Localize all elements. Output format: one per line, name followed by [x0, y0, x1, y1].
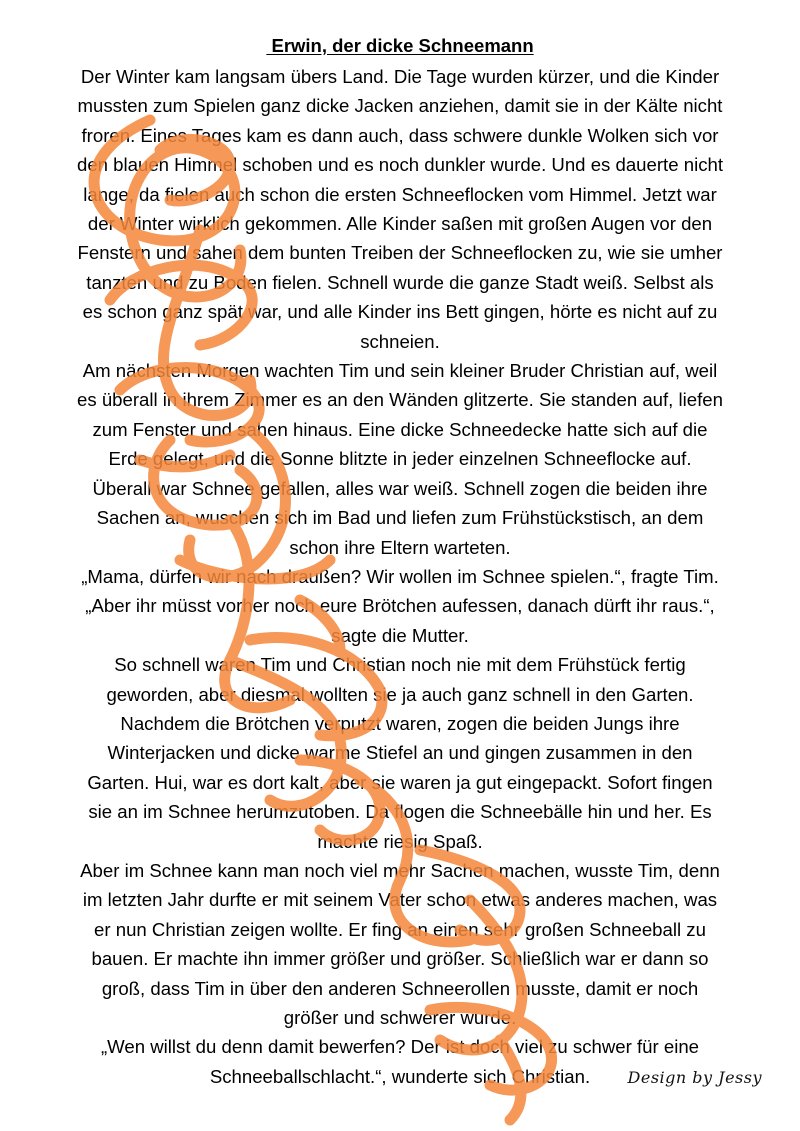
- text-line: tanzten und zu Boden fielen. Schnell wurde die ganze Stadt weiß. Selbst als: [86, 271, 714, 293]
- text-line: zum Fenster und sahen hinaus. Eine dicke Schneedecke hatte sich auf die: [92, 418, 708, 440]
- signature: Design by Jessy: [627, 1068, 762, 1087]
- text-line: Winterjacken und dicke warme Stiefel an und gingen zusammen in den: [107, 742, 693, 764]
- text-line: So schnell waren Tim und Christian noch nie mit dem Frühstück fertig: [114, 654, 686, 676]
- text-line: schneien.: [360, 330, 440, 352]
- text-line: sagte die Mutter.: [331, 624, 469, 646]
- text-line: Der Winter kam langsam übers Land. Die Tage wurden kürzer, und die Kinder: [80, 66, 720, 87]
- text-line: Aber im Schnee kann man noch viel mehr Sachen machen, wusste Tim, denn: [80, 859, 720, 881]
- text-line: größer und schwerer wurde.: [283, 1007, 517, 1028]
- text-line: groß, dass Tim in über den anderen Schneerollen musste, damit er noch: [101, 977, 699, 999]
- text-line: geworden, aber diesmal wollten sie ja auch ganz schnell in den Garten.: [106, 683, 694, 705]
- text-line: schon ihre Eltern warteten.: [289, 536, 511, 558]
- text-line: Erde gelegt, und die Sonne blitzte in jeder einzelnen Schneeflocke auf.: [108, 448, 692, 470]
- text-line: „Mama, dürfen wir nach draußen? Wir wollen im Schnee spielen.“, fragte Tim.: [81, 565, 719, 587]
- story-title: Erwin, der dicke Schneemann: [266, 35, 534, 56]
- text-line: lange, da fielen auch schon die ersten Schneeflocken vom Himmel. Jetzt war: [83, 183, 717, 205]
- text-line: froren. Eines Tages kam es dann auch, dass schwere dunkle Wolken sich vor: [81, 124, 719, 146]
- text-line: Nachdem die Brötchen verputzt waren, zogen die beiden Jungs ihre: [120, 712, 680, 734]
- text-line: „Aber ihr müsst vorher noch eure Brötchen aufessen, danach dürft ihr raus.“,: [85, 595, 715, 617]
- text-line: er nun Christian zeigen wollte. Er fing an einen sehr großen Schneeball zu: [94, 918, 706, 940]
- text-line: Schneeballschlacht.“, wunderte sich Christian.: [209, 1065, 591, 1087]
- text-line: es schon ganz spät war, und alle Kinder ins Bett gingen, hörte es nicht auf zu: [82, 301, 718, 323]
- text-line: Fenstern und sahen dem bunten Treiben der Schneeflocken zu, wie sie umher: [77, 242, 723, 264]
- text-line: der Winter wirklich gekommen. Alle Kinder saßen mit großen Augen vor den: [87, 213, 713, 235]
- story-text: [24, 62, 776, 1091]
- text-line: machte riesig Spaß.: [317, 830, 483, 852]
- text-line: es überall in ihrem Zimmer es an den Wänden glitzerte. Sie standen auf, liefen: [77, 389, 723, 411]
- text-line: Garten. Hui, war es dort kalt, aber sie waren ja gut eingepackt. Sofort fingen: [87, 771, 713, 793]
- text-line: „Wen willst du denn damit bewerfen? Der ist doch viel zu schwer für eine: [100, 1036, 700, 1058]
- text-line: den blauen Himmel schoben und es noch dunkler wurde. Und es dauerte nicht: [76, 154, 723, 176]
- text-line: sie an im Schnee herumzutoben. Da flogen die Schneebälle hin und her. Es: [88, 801, 712, 823]
- text-line: Sachen an, wuschen sich im Bad und liefen zum Frühstückstisch, an dem: [96, 507, 704, 529]
- text-line: bauen. Er machte ihn immer größer und größer. Schließlich war er dann so: [91, 948, 709, 970]
- text-line: im letzten Jahr durfte er mit seinem Vater schon etwas anderes machen, was: [82, 889, 718, 911]
- text-line: Überall war Schnee gefallen, alles war weiß. Schnell zogen die beiden ihre: [92, 477, 708, 499]
- text-line: mussten zum Spielen ganz dicke Jacken anziehen, damit sie in der Kälte nicht: [77, 95, 723, 117]
- text-line: Am nächsten Morgen wachten Tim und sein kleiner Bruder Christian auf, weil: [82, 360, 718, 382]
